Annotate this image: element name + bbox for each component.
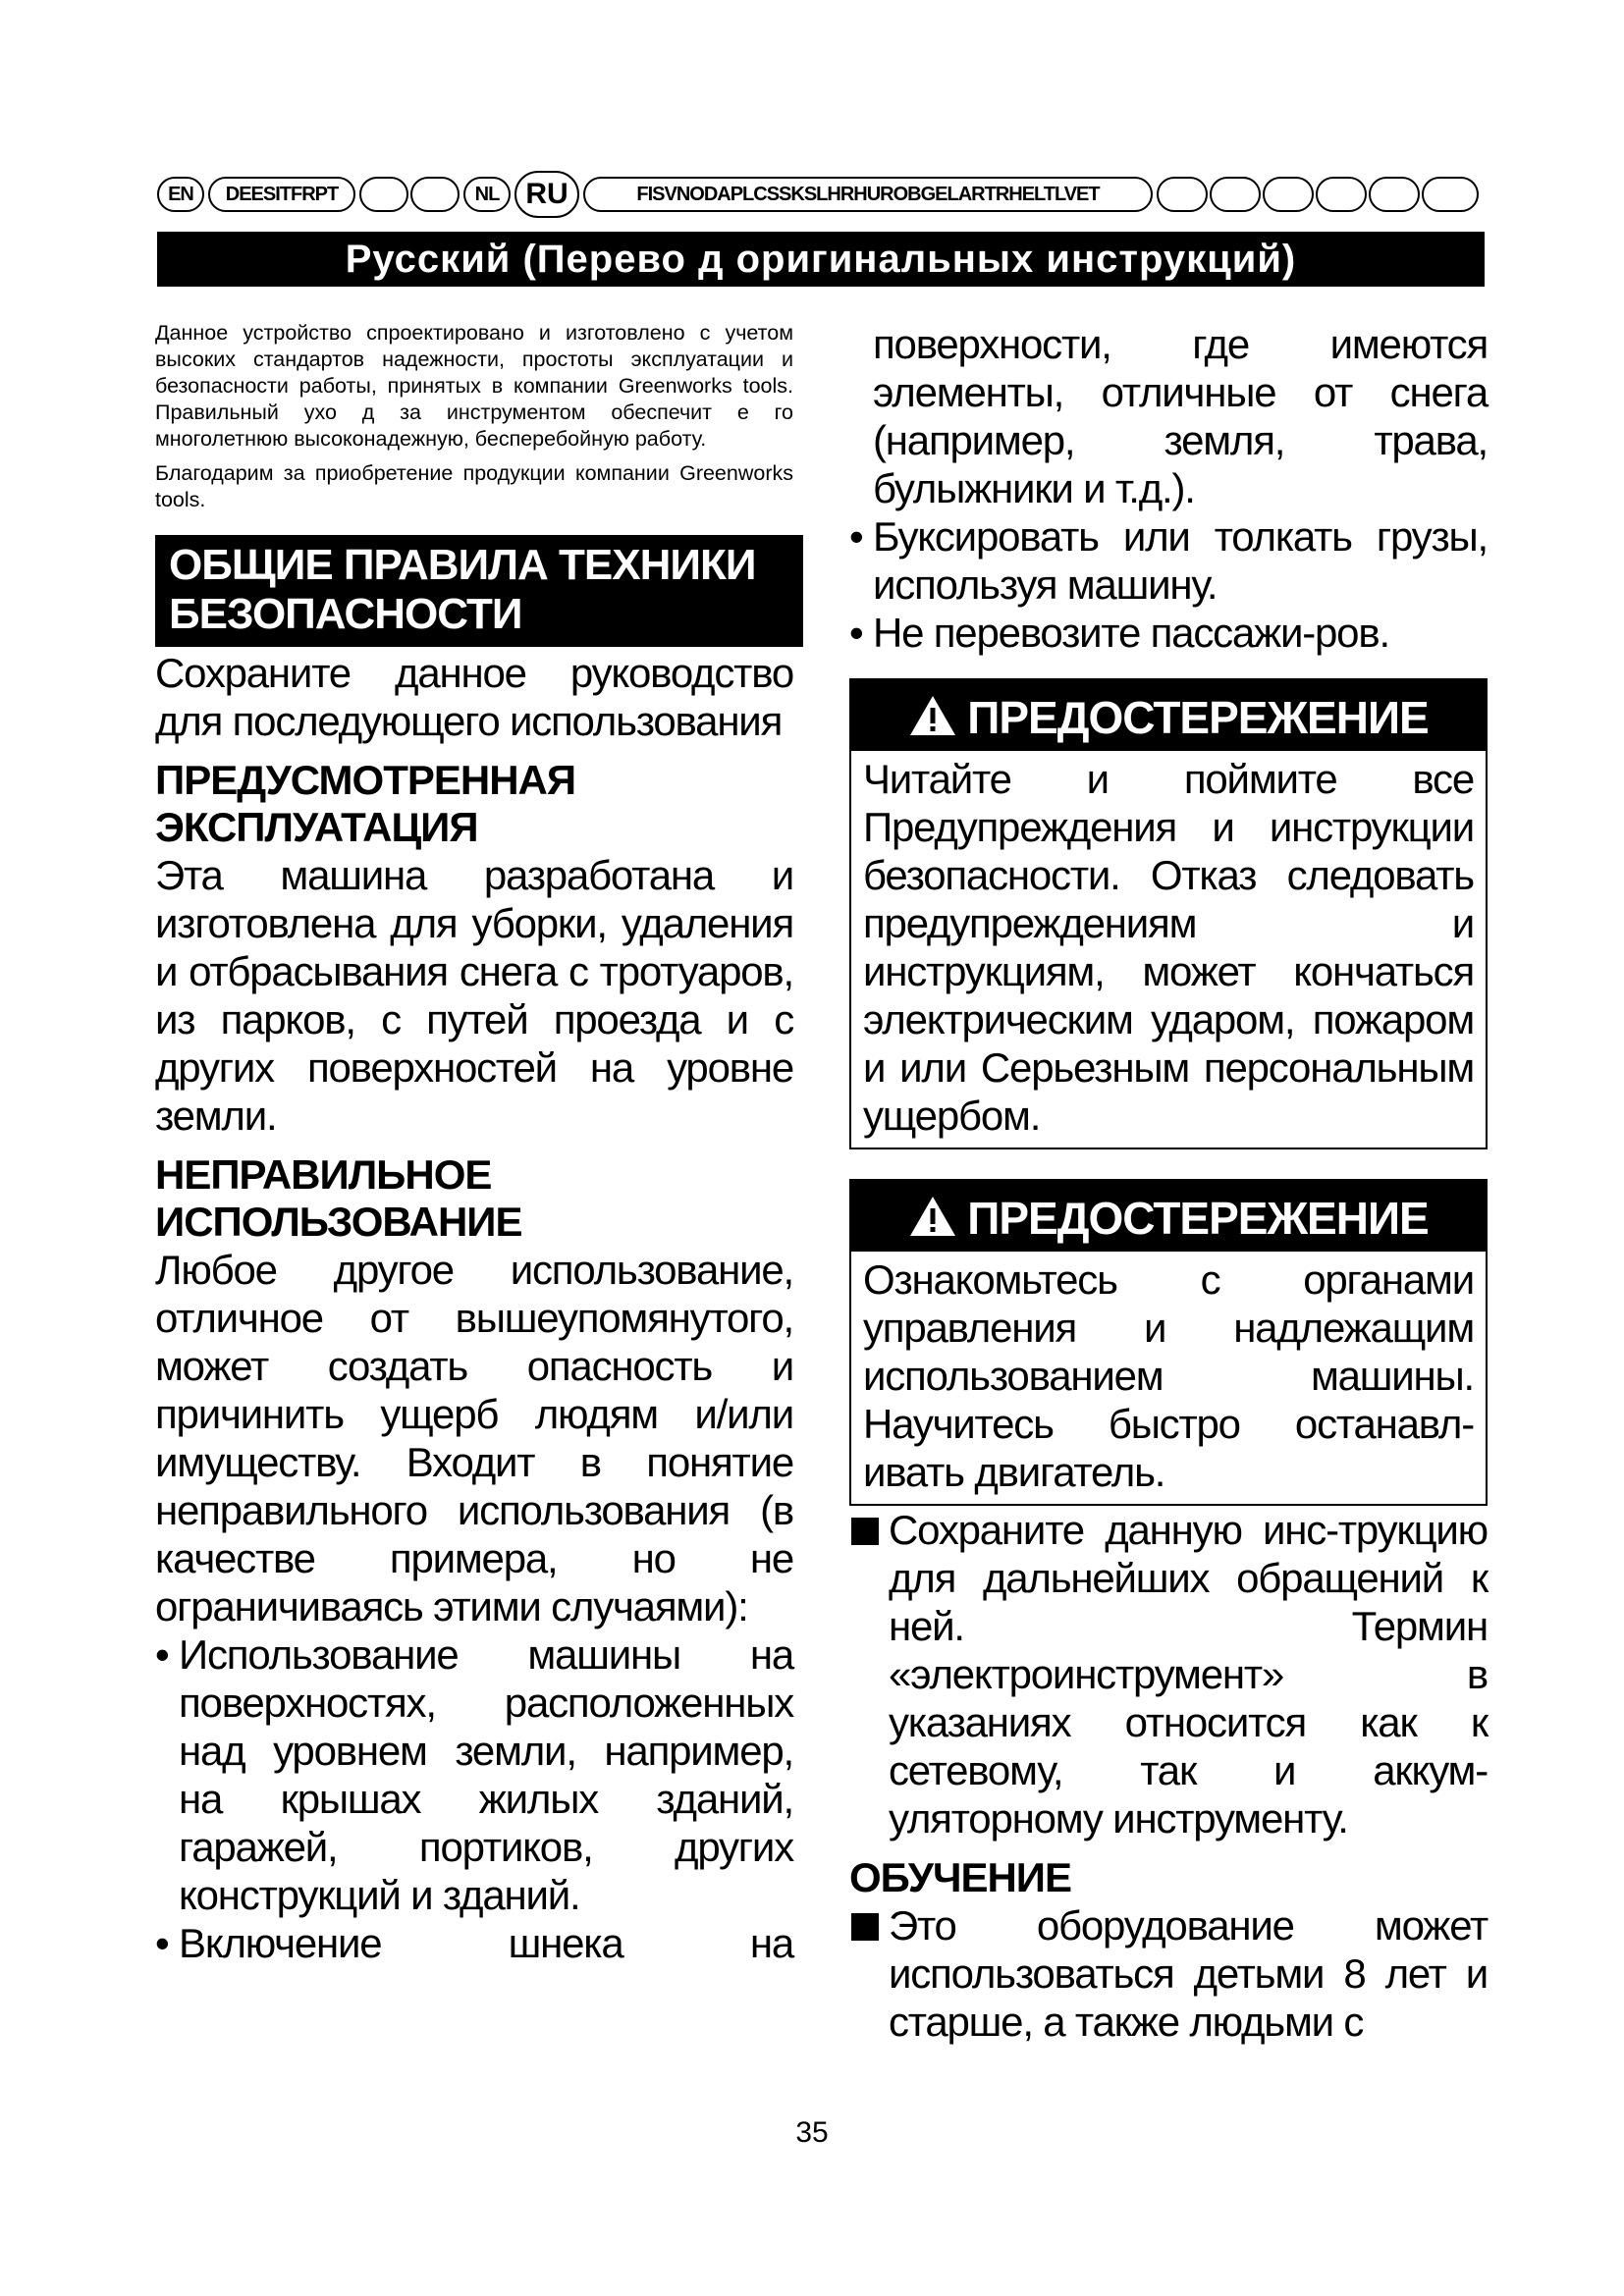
misuse-bullet-item [849, 512, 1488, 609]
warning-text: Ознакомьтесь с органами управления и надлежащим использованием машины. Научитесь быстро останавл-ивать двигатель. [863, 1256, 1474, 1495]
misuse-text: Любое другое использование, отличное от вышеупомянутого, может создать опасность и причинить ущерб людям и/или имуществу. Входит в понятие неправильного использования (в качестве примера, но не ограничиваясь этими случаями): [155, 1247, 793, 1629]
lang-tab-empty[interactable] [1263, 177, 1314, 212]
warning-triangle-icon [908, 694, 957, 737]
thanks-paragraph: Благодарим за приобретение продукции компании Greenworks tools. [155, 461, 793, 511]
keep-instructions-item [849, 1506, 1488, 1842]
lang-tab-empty[interactable] [1210, 177, 1261, 212]
warning-box [849, 1179, 1488, 1506]
lang-tab-empty[interactable] [1316, 177, 1367, 212]
misuse-bullet-text: Использование машины на поверхностях, расположенных над уровнем земли, например, на крышах жилых зданий, гаражей, портиков, других конструкций и зданий. [179, 1631, 793, 1918]
lang-tab-ru-active[interactable]: RU [514, 171, 579, 218]
lang-tab-en[interactable]: EN [157, 177, 204, 212]
training-heading: ОБУЧЕНИЕ [849, 1854, 1071, 1900]
intended-use-text: Эта машина разработана и изготовлена для уборки, удаления и отбрасывания снега с тротуаров, из парков, с путей проезда и с других поверхностей на уровне земли. [155, 852, 793, 1139]
safety-rules-heading: ОБЩИЕ ПРАВИЛА ТЕХНИКИ БЕЗОПАСНОСТИ [155, 535, 803, 647]
lang-tab-empty[interactable] [410, 177, 460, 212]
training-item [849, 1901, 1488, 2046]
save-manual-text: Сохраните данное руководство для последующего использования [155, 650, 793, 744]
lang-tab-nl[interactable]: NL [463, 177, 511, 212]
warning-label: ПРЕДОСТЕРЕЖЕНИЕ [967, 692, 1429, 743]
misuse-bullet-text-start: Включение шнека на [179, 1920, 793, 1966]
warning-triangle-icon [908, 1195, 957, 1238]
language-tab-strip [157, 177, 1485, 212]
misuse-bullet-continuation: поверхности, где имеются элементы, отличные от снега (например, земля, трава, булыжники и т.д.). [873, 321, 1488, 511]
square-bullet-icon [851, 1913, 879, 1941]
lang-tab-empty[interactable] [1422, 177, 1479, 212]
warning-text: Читайте и поймите все Предупреждения и инструкции безопасности. Отказ следовать предупреждениям и инструкциям, может кончаться электрическим ударом, пожаром и или Серьезным персональным ущербом. [863, 756, 1474, 1139]
bullet-icon: • [155, 1631, 169, 1678]
misuse-bullet-item [849, 609, 1488, 657]
right-column [849, 320, 1488, 2046]
lang-tab-group-2[interactable]: FISVNODAPLCSSKSLHRHUROBGELARTRHELTLVET [583, 177, 1153, 212]
lang-tab-empty[interactable] [359, 177, 408, 212]
warning-box [849, 678, 1488, 1149]
bullet-icon: • [849, 513, 863, 560]
keep-instructions-text: Сохраните данную инс-трукцию для дальнейших обращений к ней. Термин «электроинструмент» в указаниях относится как к сетевому, так и аккум-уляторному инструменту. [889, 1507, 1488, 1842]
page-number: 35 [795, 2116, 829, 2149]
warning-header [851, 680, 1486, 751]
lang-tab-empty[interactable] [1369, 177, 1420, 212]
misuse-bullet-item [155, 1630, 793, 1919]
lang-tab-empty[interactable] [1157, 177, 1208, 212]
page-title: Русский (Перево д оригинальных инструкций) [157, 232, 1485, 287]
training-text: Это оборудование может использоваться детьми 8 лет и старше, а также людьми с [889, 1902, 1488, 2045]
left-column [155, 320, 793, 1967]
warning-header [851, 1181, 1486, 1252]
misuse-bullet-item [155, 1919, 793, 1967]
warning-label: ПРЕДОСТЕРЕЖЕНИЕ [967, 1193, 1429, 1244]
square-bullet-icon [851, 1518, 879, 1545]
intended-use-heading: ПРЕДУСМОТРЕННАЯ ЭКСПЛУАТАЦИЯ [155, 757, 576, 850]
lang-tab-group-1[interactable]: DEESITFRPT [208, 177, 355, 212]
misuse-bullet-text: Не перевозите пассажи-ров. [873, 610, 1389, 656]
misuse-bullet-text: Буксировать или толкать грузы, используя машину. [873, 513, 1488, 608]
bullet-icon: • [849, 610, 863, 656]
intro-paragraph: Данное устройство спроектировано и изготовлено с учетом высоких стандартов надежности, простоты эксплуатации и безопасности работы, принятых в компании Greenworks tools. Правильный ухо д за инструментом обеспечит е го многолетнюю высоконадежную, бесперебойную работу. [155, 321, 793, 451]
bullet-icon: • [155, 1920, 169, 1966]
misuse-heading: НЕПРАВИЛЬНОЕ ИСПОЛЬЗОВАНИЕ [155, 1151, 522, 1245]
